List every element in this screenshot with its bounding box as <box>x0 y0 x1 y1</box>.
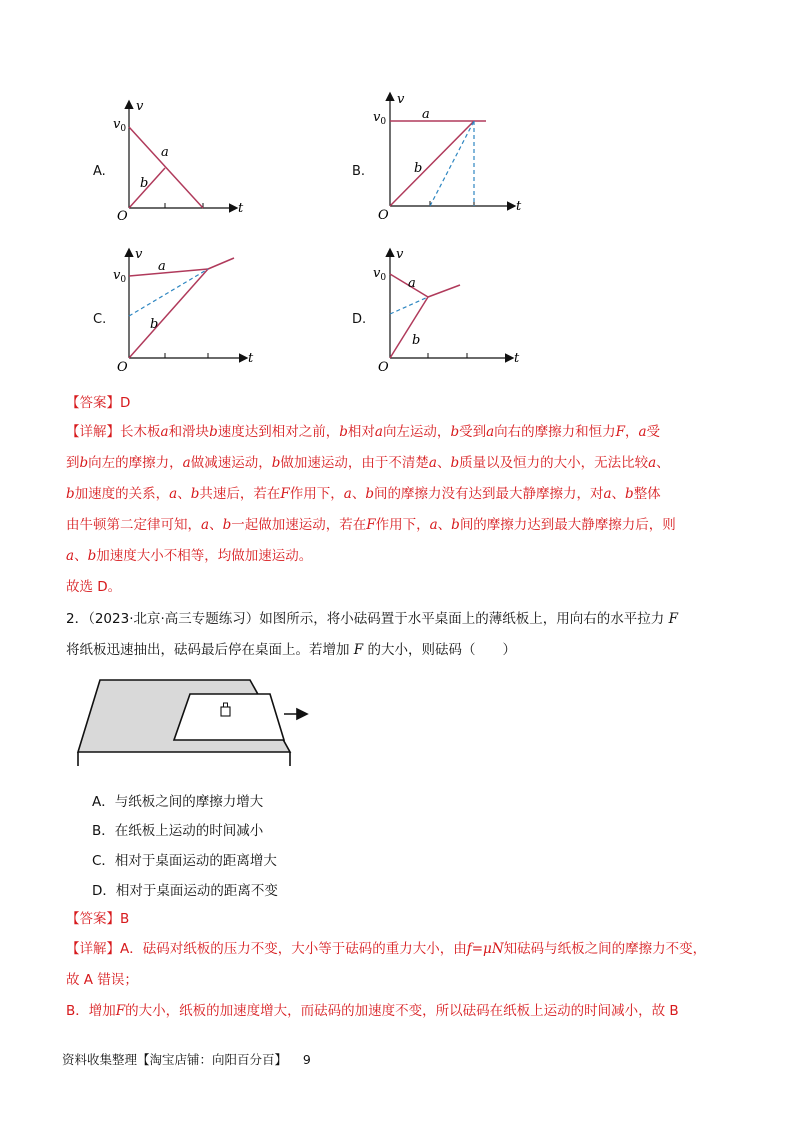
line-a-label: a <box>158 259 166 274</box>
line-a-label: a <box>422 107 430 122</box>
v-axis-label: v <box>397 92 405 107</box>
origin-label: O <box>378 360 389 374</box>
page-footer <box>62 1050 311 1068</box>
t-axis-label: t <box>516 199 522 214</box>
q2-stem-line-1: 2．（2023·北京·高三专题练习）如图所示，将小砝码置于水平桌面上的薄纸板上，用向右的水平拉力 F <box>66 611 678 627</box>
q1-answer: 【答案】D <box>66 395 131 411</box>
option-b-label: B. <box>352 164 366 179</box>
table-paper-figure <box>76 674 316 774</box>
q2-stem-line-2: 将纸板迅速抽出，砝码最后停在桌面上。若增加 F 的大小，则砝码（ ） <box>66 642 516 658</box>
graph-b <box>366 88 536 222</box>
line-common <box>428 285 460 297</box>
dashed-tangent <box>430 121 474 206</box>
origin-label: O <box>117 209 128 222</box>
q2-choice-a: A．与纸板之间的摩擦力增大 <box>92 794 264 810</box>
v0-label: $v_0$ <box>373 266 387 283</box>
v0-label: $v_0$ <box>113 268 127 285</box>
q1-detail-line-4: 由牛顿第二定律可知，a、b一起做加速运动，若在F作用下，a、b间的摩擦力达到最大静摩擦力后，则 <box>66 517 676 533</box>
q2-detail-line-1: 【详解】A．砝码对纸板的压力不变，大小等于砝码的重力大小，由f=μN知砝码与纸板之间的摩擦力不变， <box>66 941 707 957</box>
footer-text: 资料收集整理【淘宝店铺：向阳百分百】 <box>62 1052 288 1067</box>
line-b-label: b <box>414 161 423 176</box>
line-b <box>129 269 208 358</box>
option-d-label: D. <box>352 312 367 327</box>
v-axis-label: v <box>135 247 143 262</box>
q2-choice-b: B．在纸板上运动的时间减小 <box>92 823 264 839</box>
q2-detail-line-2: 故 A 错误； <box>66 972 138 988</box>
q2-choice-c: C．相对于桌面运动的距离增大 <box>92 853 277 869</box>
page-number: 9 <box>302 1052 311 1067</box>
v0-label: $v_0$ <box>113 117 127 134</box>
line-b <box>390 121 474 206</box>
graph-a <box>108 92 258 222</box>
graph-c <box>108 242 273 374</box>
graph-d <box>366 242 531 374</box>
line-common <box>208 258 234 269</box>
line-a-label: a <box>408 276 416 291</box>
v-axis-label: v <box>396 247 404 262</box>
origin-label: O <box>378 208 389 222</box>
v0-label: $v_0$ <box>373 110 387 127</box>
line-b-label: b <box>140 176 149 191</box>
q2-choice-d: D．相对于桌面运动的距离不变 <box>92 883 278 899</box>
line-b-label: b <box>412 333 421 348</box>
q1-detail-line-3: b加速度的关系，a、b共速后，若在F作用下，a、b间的摩擦力没有达到最大静摩擦力，对a、b整体 <box>66 486 661 502</box>
option-c-label: C. <box>93 312 107 327</box>
t-axis-label: t <box>238 201 244 216</box>
v-axis-label: v <box>136 99 144 114</box>
t-axis-label: t <box>248 351 254 366</box>
line-b <box>390 297 428 358</box>
paper-board <box>174 694 284 740</box>
t-axis-label: t <box>514 351 520 366</box>
q1-conclusion: 故选 D。 <box>66 579 122 595</box>
q1-detail-line-1: 【详解】长木板a和滑块b速度达到相对之前，b相对a向左运动，b受到a向右的摩擦力和恒力F，a受 <box>66 424 661 440</box>
q1-detail-line-2: 到b向左的摩擦力，a做减速运动，b做加速运动，由于不清楚a、b质量以及恒力的大小，无法比较a、 <box>66 455 670 471</box>
origin-label: O <box>117 360 128 374</box>
q2-detail-line-3: B．增加F的大小，纸板的加速度增大，而砝码的加速度不变，所以砝码在纸板上运动的时间减小，故 B <box>66 1003 679 1019</box>
q2-answer: 【答案】B <box>66 911 130 927</box>
q1-detail-line-5: a、b加速度大小不相等，均做加速运动。 <box>66 548 313 564</box>
dashed-tangent <box>129 269 208 316</box>
line-a <box>129 269 208 276</box>
option-a-label: A. <box>93 164 106 179</box>
line-a-label: a <box>161 145 169 160</box>
line-b-label: b <box>150 317 159 332</box>
